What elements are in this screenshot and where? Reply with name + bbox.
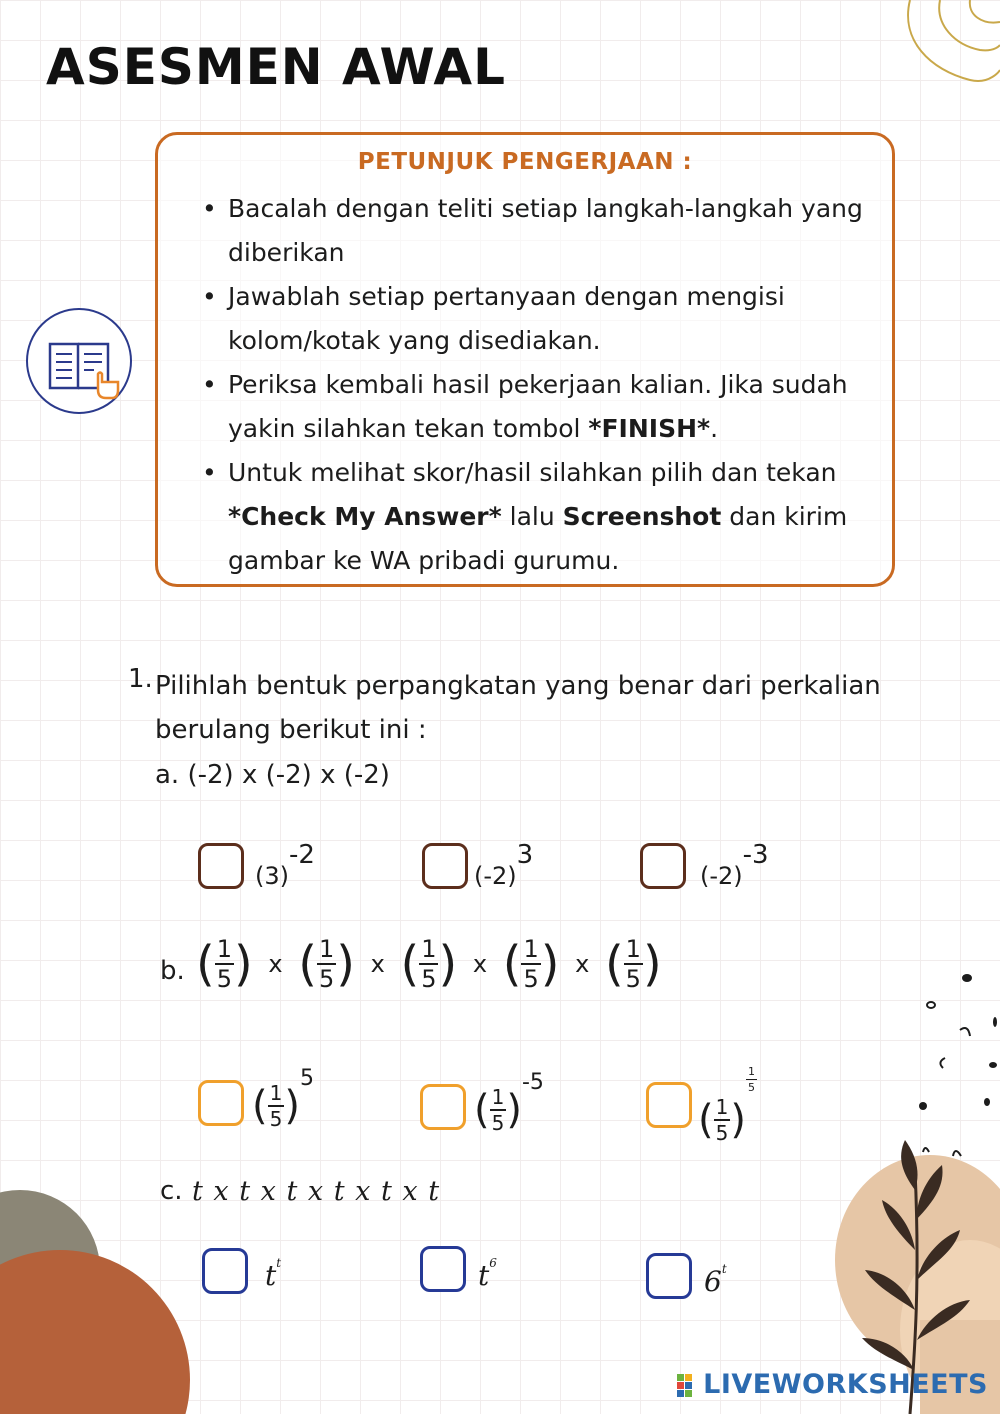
instructions-box	[155, 132, 895, 587]
option-c1-checkbox[interactable]	[202, 1248, 248, 1294]
option-c2-label: $t^6$	[478, 1256, 497, 1292]
part-b-label: b.	[160, 956, 185, 986]
option-c3-label: 6$^t$	[704, 1262, 727, 1298]
option-b3-label: ( $\frac{1}{5}$ ) $\frac{1}{5}$	[698, 1065, 755, 1145]
instruction-item-1: • Bacalah dengan teliti setiap langkah-langkah yang diberikan	[198, 187, 874, 275]
option-a2-label: $(-2)^3$	[474, 840, 534, 890]
instruction-item-4: • Untuk melihat skor/hasil silahkan pilih dan tekan *Check My Answer* lalu Screenshot dan kirim gambar ke WA pribadi gurumu.	[198, 451, 874, 583]
liveworksheets-icon	[677, 1374, 701, 1398]
option-a1-label: $(3)^{-2}$	[255, 840, 315, 890]
instructions-heading: PETUNJUK PENGERJAAN :	[357, 149, 693, 175]
option-b1-checkbox[interactable]	[198, 1080, 244, 1126]
instruction-item-2: • Jawablah setiap pertanyaan dengan mengisi kolom/kotak yang disediakan.	[198, 275, 874, 363]
book-icon	[26, 308, 132, 414]
question-text: Pilihlah bentuk perpangkatan yang benar dari perkalian berulang berikut ini :	[155, 671, 881, 745]
liveworksheets-logo: LIVEWORKSHEETS	[677, 1369, 988, 1400]
option-b1-label: ( $\frac{1}{5}$ )$^5$	[252, 1066, 314, 1131]
check-answer-keyword: *Check My Answer*	[228, 502, 502, 531]
screenshot-keyword: Screenshot	[562, 502, 722, 531]
decorative-blobs	[0, 1180, 200, 1414]
option-a2-checkbox[interactable]	[422, 843, 468, 889]
part-a-label: a. (-2) x (-2) x (-2)	[155, 760, 390, 790]
option-b3-checkbox[interactable]	[646, 1082, 692, 1128]
option-a1-checkbox[interactable]	[198, 843, 244, 889]
part-c-label: c.	[160, 1176, 183, 1206]
option-c2-checkbox[interactable]	[420, 1246, 466, 1292]
option-a3-checkbox[interactable]	[640, 843, 686, 889]
part-b-expression: ( $\frac{1}{5}$ ) x ( $\frac{1}{5}$ ) x ( $\frac{1}{5}$ ) x ( $\frac{1}{5}$ ) x ( $\frac{1}{5}$ )	[196, 935, 662, 993]
option-c1-label: $t^t$	[265, 1256, 282, 1292]
instruction-item-3: • Periksa kembali hasil pekerjaan kalian. Jika sudah yakin silahkan tekan tombol *FINISH*.	[198, 363, 874, 451]
decorative-swirl	[890, 0, 1000, 110]
instructions-list	[198, 187, 874, 583]
page-title: ASESMEN AWAL	[46, 38, 506, 96]
part-c-expression: t x t x t x t x t x t	[192, 1176, 441, 1207]
option-b2-label: ( $\frac{1}{5}$ )$^{-5}$	[474, 1070, 544, 1135]
finish-keyword: *FINISH*	[588, 414, 711, 443]
option-b2-checkbox[interactable]	[420, 1084, 466, 1130]
option-a3-label: $(-2)^{-3}$	[700, 840, 769, 890]
question-number: 1.	[128, 664, 153, 694]
option-c3-checkbox[interactable]	[646, 1253, 692, 1299]
